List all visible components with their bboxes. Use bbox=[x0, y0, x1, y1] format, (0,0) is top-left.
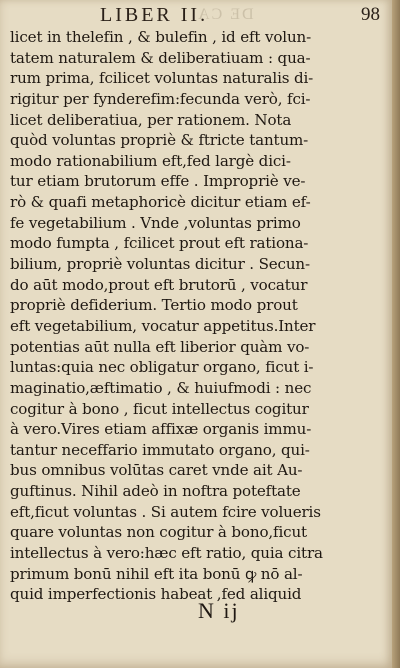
signature-mark: N ij bbox=[198, 598, 240, 623]
text-line: bus omnibus volūtas caret vnde ait Au- bbox=[10, 461, 303, 480]
text-line: cogitur à bono , ficut intellectus cogitur bbox=[10, 399, 309, 418]
running-title: LIBER II. bbox=[100, 4, 209, 26]
text-line: eft,ficut voluntas . Si autem fcire volueris bbox=[10, 502, 321, 521]
text-line: tur etiam brutorum effe . Impropriè ve- bbox=[10, 172, 306, 191]
text-line: potentias aūt nulla eft liberior quàm vo- bbox=[10, 337, 310, 356]
text-line: quare voluntas non cogitur à bono,ficut bbox=[10, 523, 307, 542]
text-line: maginatio,æftimatio , & huiufmodi : nec bbox=[10, 378, 312, 397]
text-line: primum bonū nihil eft ita bonū ꝙ nō al- bbox=[10, 564, 303, 583]
text-line: intellectus à vero:hæc eft ratio, quia citra bbox=[10, 544, 323, 563]
text-line: eft vegetabilium, vocatur appetitus.Inter bbox=[10, 316, 316, 335]
text-line: modo rationabilium eft,fed largè dici- bbox=[10, 151, 291, 170]
text-line: luntas:quia nec obligatur organo, ficut i- bbox=[10, 358, 314, 377]
body-text bbox=[10, 27, 390, 605]
text-line: guftinus. Nihil adeò in noftra poteftate bbox=[10, 482, 301, 501]
page-header bbox=[100, 4, 380, 26]
text-line: rum prima, fcilicet voluntas naturalis di- bbox=[10, 69, 314, 88]
text-line: quid imperfectionis habeat ,fed aliquid bbox=[10, 585, 302, 604]
text-line: bilium, propriè voluntas dicitur . Secun- bbox=[10, 255, 310, 274]
page-number: 98 bbox=[361, 4, 380, 25]
text-line: do aūt modo,prout eft brutorū , vocatur bbox=[10, 275, 308, 294]
text-line: tantur neceffario immutato organo, qui- bbox=[10, 440, 310, 459]
text-line: rigitur per fynderefim:fecunda verò, fci- bbox=[10, 89, 311, 108]
text-line: propriè defiderium. Tertio modo prout bbox=[10, 296, 298, 315]
text-line: modo fumpta , fcilicet prout eft rationa- bbox=[10, 234, 309, 253]
text-line: tatem naturalem & deliberatiuam : qua- bbox=[10, 48, 311, 67]
text-line: rò & quafi metaphoricè dicitur etiam ef- bbox=[10, 193, 311, 212]
text-line: à vero.Vires etiam affixæ organis immu- bbox=[10, 420, 312, 439]
text-line: fe vegetabilium . Vnde ,voluntas primo bbox=[10, 213, 301, 232]
text-line: quòd voluntas propriè & ftricte tantum- bbox=[10, 131, 309, 150]
bleed-through-text: DE CA bbox=[196, 6, 254, 23]
page-edge bbox=[392, 0, 400, 668]
text-line: licet deliberatiua, per rationem. Nota bbox=[10, 110, 292, 129]
text-line: licet in thelefin , & bulefin , id eft volun- bbox=[10, 28, 312, 46]
